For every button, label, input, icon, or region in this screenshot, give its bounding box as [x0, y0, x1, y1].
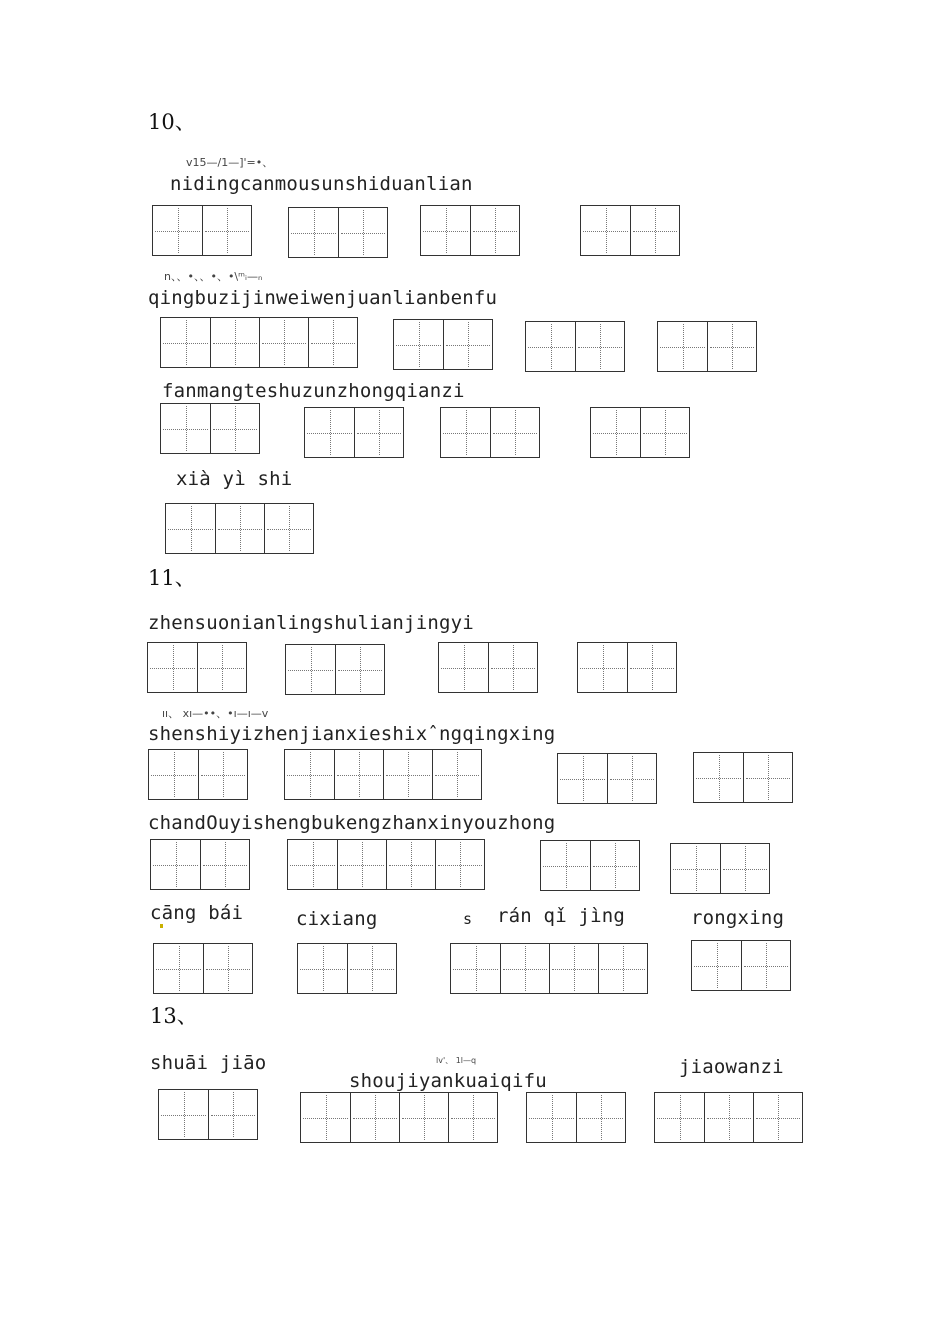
- pinyin-row-8a: cāng bái: [150, 902, 244, 924]
- writing-box-group[interactable]: [297, 943, 397, 994]
- pinyin-row-9c: jiaowanzi: [679, 1056, 784, 1078]
- pinyin-row-5: zhensuonianlingshulianjingyi: [148, 612, 474, 634]
- ink-dot: [160, 924, 163, 928]
- writing-box-group[interactable]: [440, 407, 540, 458]
- writing-box-group[interactable]: [654, 1092, 803, 1143]
- writing-box-group[interactable]: [420, 205, 520, 256]
- writing-box-group[interactable]: [150, 839, 250, 890]
- pinyin-row-1: nidingcanmousunshiduanlian: [170, 173, 473, 195]
- pinyin-row-8d: rán qǐ jìng: [497, 905, 626, 927]
- section-number-11: 11、: [148, 566, 196, 590]
- writing-box-group[interactable]: [165, 503, 314, 554]
- writing-box-group[interactable]: [577, 642, 677, 693]
- scan-artifact: ıı、 xı—••、•ı—ı—v: [162, 707, 269, 720]
- writing-box-group[interactable]: [393, 319, 493, 370]
- writing-box-group[interactable]: [691, 940, 791, 991]
- writing-box-group[interactable]: [693, 752, 793, 803]
- pinyin-row-6: shenshiyizhenjianxieshixˆngqingxing: [148, 723, 556, 745]
- writing-box-group[interactable]: [525, 321, 625, 372]
- pinyin-row-2: qingbuzijinweiwenjuanlianbenfu: [148, 287, 498, 309]
- writing-box-group[interactable]: [288, 207, 388, 258]
- writing-box-group[interactable]: [287, 839, 485, 890]
- writing-box-group[interactable]: [152, 205, 252, 256]
- scan-artifact: v15—/1—]'=•、: [186, 156, 274, 169]
- writing-box-group[interactable]: [540, 840, 640, 891]
- writing-box-group[interactable]: [590, 407, 690, 458]
- writing-box-group[interactable]: [300, 1092, 498, 1143]
- writing-box-group[interactable]: [160, 317, 358, 368]
- pinyin-row-4: xià yì shi: [176, 468, 293, 490]
- pinyin-row-9b: shoujiyankuaiqifu: [349, 1070, 547, 1092]
- writing-box-group[interactable]: [670, 843, 770, 894]
- writing-box-group[interactable]: [147, 642, 247, 693]
- writing-box-group[interactable]: [438, 642, 538, 693]
- pinyin-row-3: fanmangteshuzunzhongqianzi: [162, 380, 465, 402]
- pinyin-row-7: chandOuyishengbukengzhanxinyouzhong: [148, 812, 556, 834]
- pinyin-row-8c: s: [463, 910, 473, 928]
- writing-box-group[interactable]: [580, 205, 680, 256]
- writing-box-group[interactable]: [158, 1089, 258, 1140]
- writing-box-group[interactable]: [284, 749, 482, 800]
- section-number-10: 10、: [148, 110, 196, 134]
- writing-box-group[interactable]: [153, 943, 253, 994]
- writing-box-group[interactable]: [557, 753, 657, 804]
- writing-box-group[interactable]: [148, 749, 248, 800]
- scan-artifact: n、、•、、•、•\ᵐᵢ—ₙ: [164, 270, 263, 283]
- pinyin-row-8b: cixiang: [296, 908, 378, 930]
- writing-box-group[interactable]: [657, 321, 757, 372]
- writing-box-group[interactable]: [285, 644, 385, 695]
- writing-box-group[interactable]: [526, 1092, 626, 1143]
- writing-box-group[interactable]: [450, 943, 648, 994]
- pinyin-row-9a: shuāi jiāo: [150, 1052, 267, 1074]
- writing-box-group[interactable]: [304, 407, 404, 458]
- pinyin-row-8e: rongxing: [691, 907, 785, 929]
- writing-box-group[interactable]: [160, 403, 260, 454]
- scan-artifact: lv'、 1l—q: [436, 1056, 477, 1065]
- section-number-13: 13、: [150, 1004, 198, 1028]
